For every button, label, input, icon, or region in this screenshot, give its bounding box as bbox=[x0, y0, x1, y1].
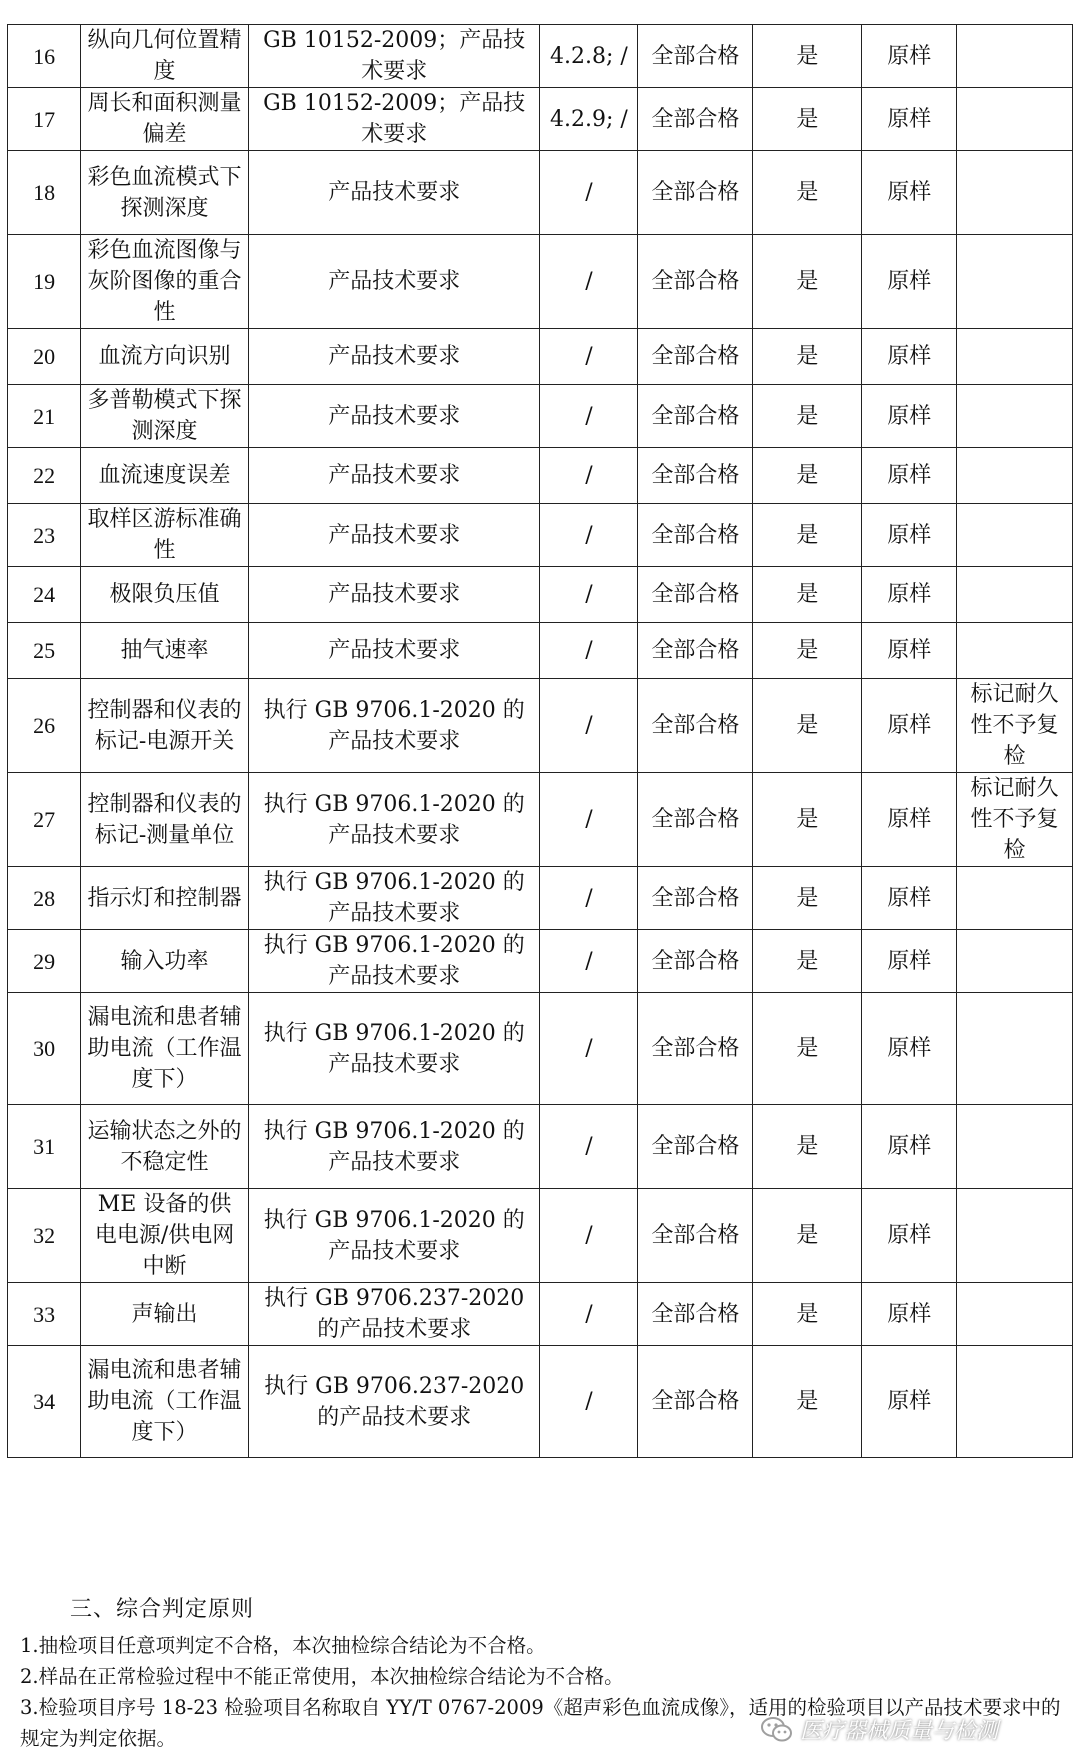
cell-qualified: 是 bbox=[753, 504, 862, 567]
cell-standard: 执行 GB 9706.1-2020 的产品技术要求 bbox=[248, 867, 540, 930]
cell-clause: / bbox=[540, 1283, 638, 1346]
cell-clause: / bbox=[540, 448, 638, 504]
cell-standard: 产品技术要求 bbox=[248, 235, 540, 329]
cell-qualified: 是 bbox=[753, 385, 862, 448]
table-row bbox=[8, 88, 1073, 151]
cell-item: 彩色血流图像与灰阶图像的重合性 bbox=[81, 235, 249, 329]
cell-item: 血流速度误差 bbox=[81, 448, 249, 504]
cell-no: 33 bbox=[8, 1283, 81, 1346]
cell-qualified: 是 bbox=[753, 1189, 862, 1283]
cell-result: 全部合格 bbox=[638, 773, 753, 867]
cell-qualified: 是 bbox=[753, 867, 862, 930]
cell-standard: 执行 GB 9706.1-2020 的产品技术要求 bbox=[248, 930, 540, 993]
cell-item: 漏电流和患者辅助电流（工作温度下） bbox=[81, 993, 249, 1105]
table-row bbox=[8, 623, 1073, 679]
cell-qualified: 是 bbox=[753, 679, 862, 773]
cell-clause: 4.2.9; / bbox=[540, 88, 638, 151]
cell-result: 全部合格 bbox=[638, 1105, 753, 1189]
table-row bbox=[8, 448, 1073, 504]
cell-clause: / bbox=[540, 930, 638, 993]
table-row bbox=[8, 1189, 1073, 1283]
cell-clause: / bbox=[540, 385, 638, 448]
watermark-text: 医疗器械质量与检测 bbox=[800, 1719, 999, 1744]
cell-note bbox=[957, 88, 1073, 151]
cell-sample: 原样 bbox=[862, 88, 957, 151]
cell-sample: 原样 bbox=[862, 1189, 957, 1283]
cell-no: 18 bbox=[8, 151, 81, 235]
cell-no: 24 bbox=[8, 567, 81, 623]
cell-no: 23 bbox=[8, 504, 81, 567]
cell-note bbox=[957, 385, 1073, 448]
cell-no: 21 bbox=[8, 385, 81, 448]
cell-clause: / bbox=[540, 773, 638, 867]
cell-note bbox=[957, 993, 1073, 1105]
cell-no: 29 bbox=[8, 930, 81, 993]
cell-result: 全部合格 bbox=[638, 448, 753, 504]
cell-no: 31 bbox=[8, 1105, 81, 1189]
cell-standard: 执行 GB 9706.1-2020 的产品技术要求 bbox=[248, 993, 540, 1105]
cell-result: 全部合格 bbox=[638, 1283, 753, 1346]
cell-result: 全部合格 bbox=[638, 151, 753, 235]
cell-qualified: 是 bbox=[753, 623, 862, 679]
cell-note bbox=[957, 151, 1073, 235]
cell-sample: 原样 bbox=[862, 235, 957, 329]
cell-no: 17 bbox=[8, 88, 81, 151]
note-line: 3.检验项目序号 18-23 检验项目名称取自 YY/T 0767-2009《超声彩色血流成像》，适用的检验项目以产品技术要求中的规定为判定依据。 bbox=[20, 1696, 1061, 1750]
cell-note bbox=[957, 623, 1073, 679]
cell-standard: 执行 GB 9706.237-2020 的产品技术要求 bbox=[248, 1346, 540, 1458]
cell-note bbox=[957, 1283, 1073, 1346]
cell-sample: 原样 bbox=[862, 1346, 957, 1458]
cell-result: 全部合格 bbox=[638, 1189, 753, 1283]
section-title: 三、综合判定原则 bbox=[70, 1597, 255, 1622]
cell-result: 全部合格 bbox=[638, 25, 753, 88]
cell-standard: 产品技术要求 bbox=[248, 151, 540, 235]
cell-standard: 产品技术要求 bbox=[248, 567, 540, 623]
cell-no: 28 bbox=[8, 867, 81, 930]
cell-standard: 执行 GB 9706.1-2020 的产品技术要求 bbox=[248, 1189, 540, 1283]
cell-no: 16 bbox=[8, 25, 81, 88]
cell-item: 极限负压值 bbox=[81, 567, 249, 623]
cell-qualified: 是 bbox=[753, 25, 862, 88]
cell-item: 控制器和仪表的标记-测量单位 bbox=[81, 773, 249, 867]
cell-standard: 执行 GB 9706.1-2020 的产品技术要求 bbox=[248, 679, 540, 773]
cell-qualified: 是 bbox=[753, 567, 862, 623]
table-row bbox=[8, 504, 1073, 567]
cell-item: 声输出 bbox=[81, 1283, 249, 1346]
cell-sample: 原样 bbox=[862, 993, 957, 1105]
cell-item: 抽气速率 bbox=[81, 623, 249, 679]
cell-standard: 产品技术要求 bbox=[248, 448, 540, 504]
table-row bbox=[8, 385, 1073, 448]
cell-clause: / bbox=[540, 329, 638, 385]
cell-clause: / bbox=[540, 993, 638, 1105]
cell-note bbox=[957, 1105, 1073, 1189]
cell-sample: 原样 bbox=[862, 448, 957, 504]
table-row bbox=[8, 993, 1073, 1105]
cell-clause: / bbox=[540, 623, 638, 679]
cell-clause: / bbox=[540, 1105, 638, 1189]
table-row bbox=[8, 1283, 1073, 1346]
cell-standard: GB 10152-2009；产品技术要求 bbox=[248, 88, 540, 151]
cell-result: 全部合格 bbox=[638, 1346, 753, 1458]
cell-note bbox=[957, 235, 1073, 329]
cell-note bbox=[957, 930, 1073, 993]
cell-note bbox=[957, 867, 1073, 930]
table-row bbox=[8, 1346, 1073, 1458]
cell-qualified: 是 bbox=[753, 1283, 862, 1346]
cell-qualified: 是 bbox=[753, 930, 862, 993]
cell-qualified: 是 bbox=[753, 1346, 862, 1458]
cell-standard: 产品技术要求 bbox=[248, 504, 540, 567]
cell-note: 标记耐久性不予复检 bbox=[957, 679, 1073, 773]
wechat-icon bbox=[760, 1715, 794, 1745]
cell-clause: / bbox=[540, 504, 638, 567]
note-line: 1.抽检项目任意项判定不合格，本次抽检综合结论为不合格。 bbox=[20, 1634, 546, 1657]
cell-sample: 原样 bbox=[862, 567, 957, 623]
table-body bbox=[8, 25, 1073, 1458]
cell-note bbox=[957, 448, 1073, 504]
cell-note bbox=[957, 567, 1073, 623]
table-row bbox=[8, 679, 1073, 773]
cell-item: 纵向几何位置精度 bbox=[81, 25, 249, 88]
cell-note bbox=[957, 25, 1073, 88]
cell-no: 19 bbox=[8, 235, 81, 329]
cell-clause: 4.2.8; / bbox=[540, 25, 638, 88]
table-row bbox=[8, 567, 1073, 623]
cell-item: 输入功率 bbox=[81, 930, 249, 993]
cell-result: 全部合格 bbox=[638, 235, 753, 329]
table-row bbox=[8, 25, 1073, 88]
cell-standard: 执行 GB 9706.237-2020 的产品技术要求 bbox=[248, 1283, 540, 1346]
cell-clause: / bbox=[540, 867, 638, 930]
table-row bbox=[8, 867, 1073, 930]
inspection-table bbox=[7, 24, 1073, 1458]
cell-result: 全部合格 bbox=[638, 623, 753, 679]
cell-note bbox=[957, 504, 1073, 567]
cell-result: 全部合格 bbox=[638, 329, 753, 385]
cell-no: 25 bbox=[8, 623, 81, 679]
cell-qualified: 是 bbox=[753, 235, 862, 329]
cell-no: 26 bbox=[8, 679, 81, 773]
table-row bbox=[8, 930, 1073, 993]
cell-standard: 执行 GB 9706.1-2020 的产品技术要求 bbox=[248, 1105, 540, 1189]
cell-result: 全部合格 bbox=[638, 930, 753, 993]
table-row bbox=[8, 329, 1073, 385]
cell-clause: / bbox=[540, 567, 638, 623]
cell-standard: 产品技术要求 bbox=[248, 385, 540, 448]
table-row bbox=[8, 235, 1073, 329]
cell-note bbox=[957, 1346, 1073, 1458]
cell-sample: 原样 bbox=[862, 930, 957, 993]
cell-result: 全部合格 bbox=[638, 679, 753, 773]
cell-item: ME 设备的供电电源/供电网中断 bbox=[81, 1189, 249, 1283]
cell-result: 全部合格 bbox=[638, 385, 753, 448]
cell-sample: 原样 bbox=[862, 504, 957, 567]
cell-clause: / bbox=[540, 1346, 638, 1458]
cell-standard: GB 10152-2009；产品技术要求 bbox=[248, 25, 540, 88]
table-row bbox=[8, 151, 1073, 235]
cell-sample: 原样 bbox=[862, 679, 957, 773]
cell-clause: / bbox=[540, 235, 638, 329]
cell-clause: / bbox=[540, 1189, 638, 1283]
note-line: 2.样品在正常检验过程中不能正常使用，本次抽检综合结论为不合格。 bbox=[20, 1665, 624, 1688]
cell-sample: 原样 bbox=[862, 1283, 957, 1346]
cell-no: 20 bbox=[8, 329, 81, 385]
cell-qualified: 是 bbox=[753, 773, 862, 867]
cell-note: 标记耐久性不予复检 bbox=[957, 773, 1073, 867]
cell-result: 全部合格 bbox=[638, 567, 753, 623]
cell-standard: 产品技术要求 bbox=[248, 329, 540, 385]
cell-clause: / bbox=[540, 679, 638, 773]
cell-qualified: 是 bbox=[753, 1105, 862, 1189]
cell-no: 30 bbox=[8, 993, 81, 1105]
cell-result: 全部合格 bbox=[638, 88, 753, 151]
cell-sample: 原样 bbox=[862, 867, 957, 930]
cell-result: 全部合格 bbox=[638, 867, 753, 930]
cell-qualified: 是 bbox=[753, 151, 862, 235]
cell-qualified: 是 bbox=[753, 448, 862, 504]
cell-qualified: 是 bbox=[753, 329, 862, 385]
cell-sample: 原样 bbox=[862, 151, 957, 235]
cell-item: 控制器和仪表的标记-电源开关 bbox=[81, 679, 249, 773]
cell-clause: / bbox=[540, 151, 638, 235]
table-row bbox=[8, 1105, 1073, 1189]
table-row bbox=[8, 773, 1073, 867]
cell-note bbox=[957, 329, 1073, 385]
cell-standard: 执行 GB 9706.1-2020 的产品技术要求 bbox=[248, 773, 540, 867]
watermark bbox=[760, 1714, 998, 1745]
cell-item: 取样区游标准确性 bbox=[81, 504, 249, 567]
cell-qualified: 是 bbox=[753, 993, 862, 1105]
cell-sample: 原样 bbox=[862, 1105, 957, 1189]
cell-no: 32 bbox=[8, 1189, 81, 1283]
cell-item: 彩色血流模式下探测深度 bbox=[81, 151, 249, 235]
cell-result: 全部合格 bbox=[638, 993, 753, 1105]
cell-sample: 原样 bbox=[862, 773, 957, 867]
cell-sample: 原样 bbox=[862, 329, 957, 385]
cell-no: 22 bbox=[8, 448, 81, 504]
cell-item: 漏电流和患者辅助电流（工作温度下） bbox=[81, 1346, 249, 1458]
cell-sample: 原样 bbox=[862, 385, 957, 448]
cell-note bbox=[957, 1189, 1073, 1283]
cell-result: 全部合格 bbox=[638, 504, 753, 567]
cell-item: 周长和面积测量偏差 bbox=[81, 88, 249, 151]
cell-sample: 原样 bbox=[862, 623, 957, 679]
cell-qualified: 是 bbox=[753, 88, 862, 151]
cell-standard: 产品技术要求 bbox=[248, 623, 540, 679]
cell-no: 34 bbox=[8, 1346, 81, 1458]
cell-item: 血流方向识别 bbox=[81, 329, 249, 385]
cell-sample: 原样 bbox=[862, 25, 957, 88]
cell-item: 指示灯和控制器 bbox=[81, 867, 249, 930]
cell-item: 多普勒模式下探测深度 bbox=[81, 385, 249, 448]
cell-item: 运输状态之外的不稳定性 bbox=[81, 1105, 249, 1189]
cell-no: 27 bbox=[8, 773, 81, 867]
